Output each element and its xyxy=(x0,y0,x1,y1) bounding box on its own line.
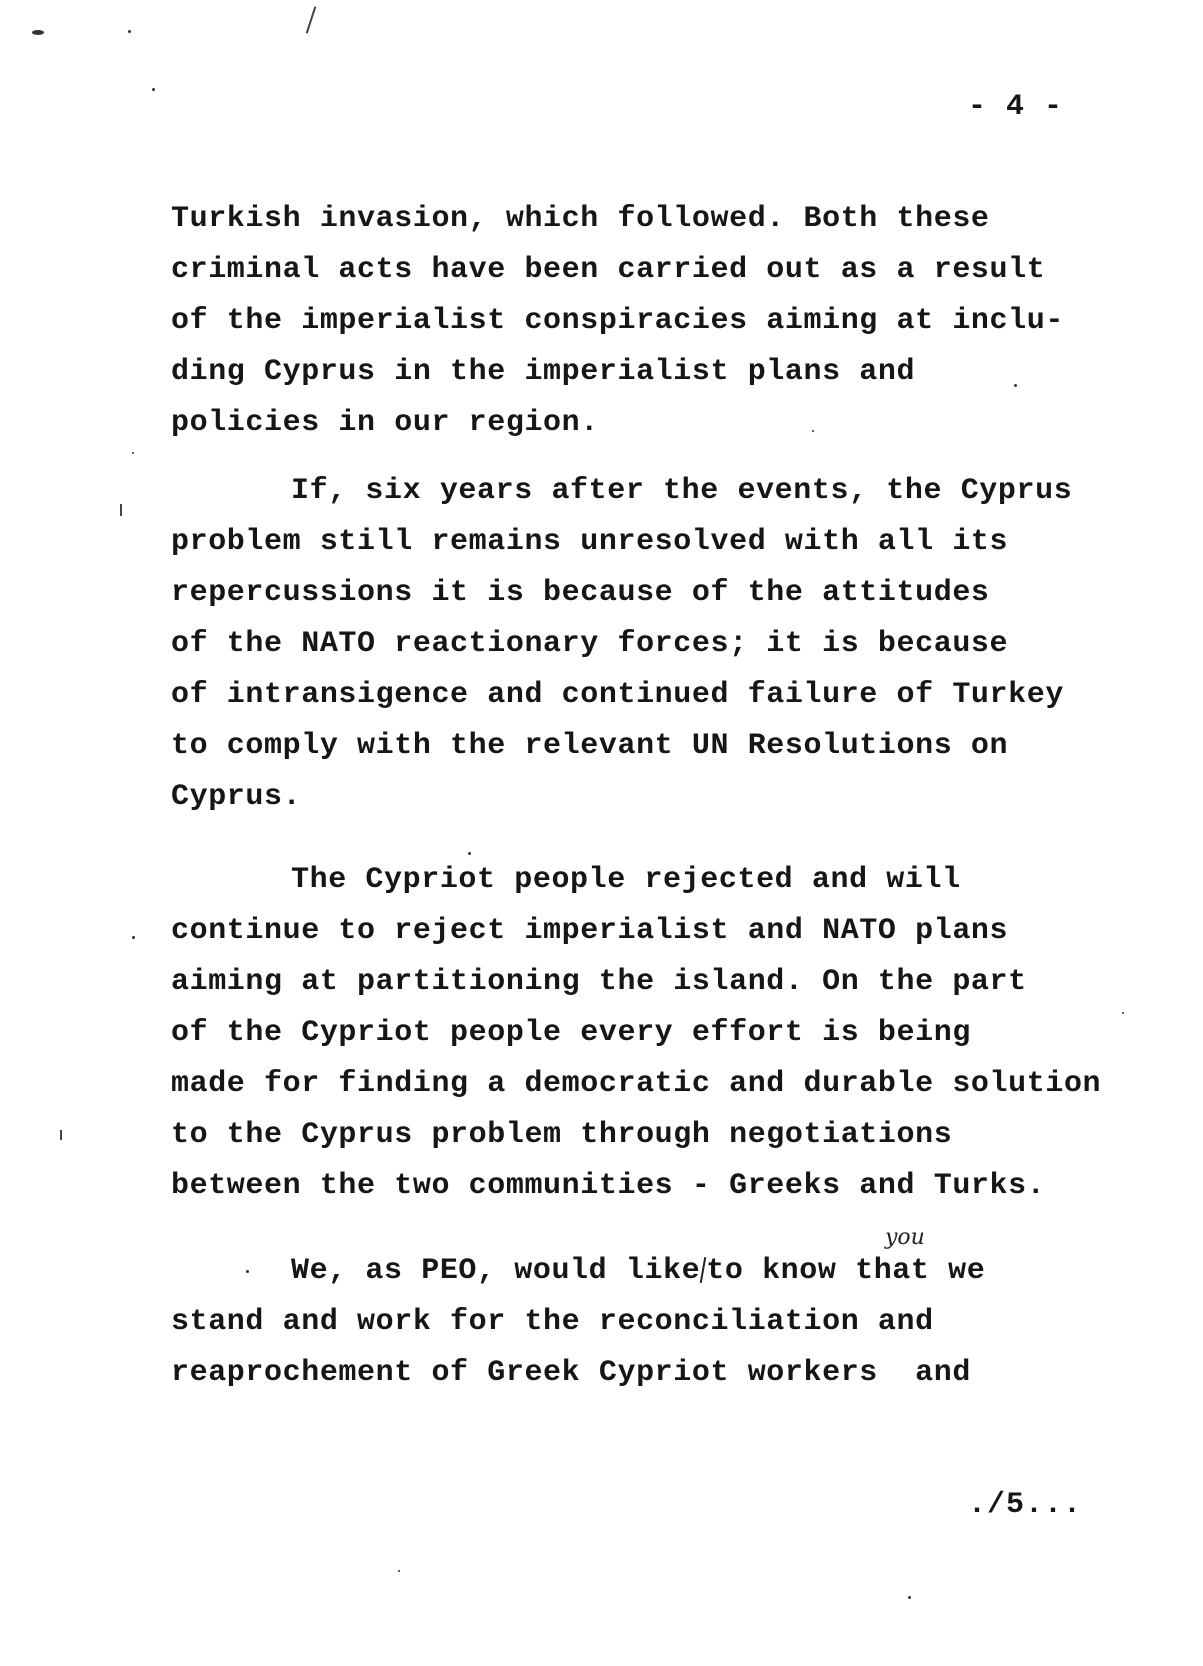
text-line: of intransigence and continued failure of Turkey xyxy=(171,678,1064,712)
text-line: repercussions it is because of the attitudes xyxy=(171,576,990,610)
handwritten-insertion: you xyxy=(885,1225,925,1250)
text-line: Turkish invasion, which followed. Both these xyxy=(171,202,990,236)
text-line: of the NATO reactionary forces; it is because xyxy=(171,627,1009,661)
text-line: If, six years after the events, the Cyprus xyxy=(291,474,1073,508)
text-line: The Cypriot people rejected and will xyxy=(291,863,961,897)
scan-mark xyxy=(120,504,122,516)
text-line: stand and work for the reconciliation and xyxy=(171,1305,934,1339)
scan-speck xyxy=(32,30,44,35)
text-line: criminal acts have been carried out as a result xyxy=(171,253,1046,287)
text-line: between the two communities - Greeks and Turks. xyxy=(171,1169,1046,1203)
text-line: ding Cyprus in the imperialist plans and xyxy=(171,355,916,389)
scan-speck xyxy=(132,452,134,454)
text-line: reaprochement of Greek Cypriot workers and xyxy=(171,1356,971,1390)
text-line xyxy=(171,1225,1171,1297)
text-line: policies in our region. xyxy=(171,406,599,440)
text-line: aiming at partitioning the island. On the part xyxy=(171,965,1027,999)
text-line: of the Cypriot people every effort is being xyxy=(171,1016,971,1050)
paragraph-3 xyxy=(171,855,1171,1212)
text-segment: We, as PEO, would like xyxy=(291,1254,701,1288)
paragraph-1 xyxy=(171,194,1171,449)
text-line: to the Cyprus problem through negotiations xyxy=(171,1118,953,1152)
paragraph-2 xyxy=(171,466,1171,823)
page-number: - 4 - xyxy=(968,90,1064,124)
text-line: Cyprus. xyxy=(171,780,302,814)
scan-mark xyxy=(306,6,317,33)
text-line: made for finding a democratic and durable solution xyxy=(171,1067,1102,1101)
scan-speck xyxy=(398,1570,400,1572)
text-line: problem still remains unresolved with all its xyxy=(171,525,1009,559)
scan-speck xyxy=(908,1596,911,1599)
text-segment: to know that we xyxy=(706,1254,986,1288)
text-line: to comply with the relevant UN Resolutions on xyxy=(171,729,1009,763)
scan-speck xyxy=(132,936,135,939)
body-text xyxy=(171,194,1171,1399)
scan-speck xyxy=(152,88,155,91)
text-line: continue to reject imperialist and NATO plans xyxy=(171,914,1009,948)
text-line: of the imperialist conspiracies aiming at inclu- xyxy=(171,304,1064,338)
paragraph-4 xyxy=(171,1225,1171,1399)
scan-mark xyxy=(60,1130,62,1140)
scan-speck xyxy=(128,30,131,33)
continuation-marker: ./5... xyxy=(968,1488,1083,1522)
